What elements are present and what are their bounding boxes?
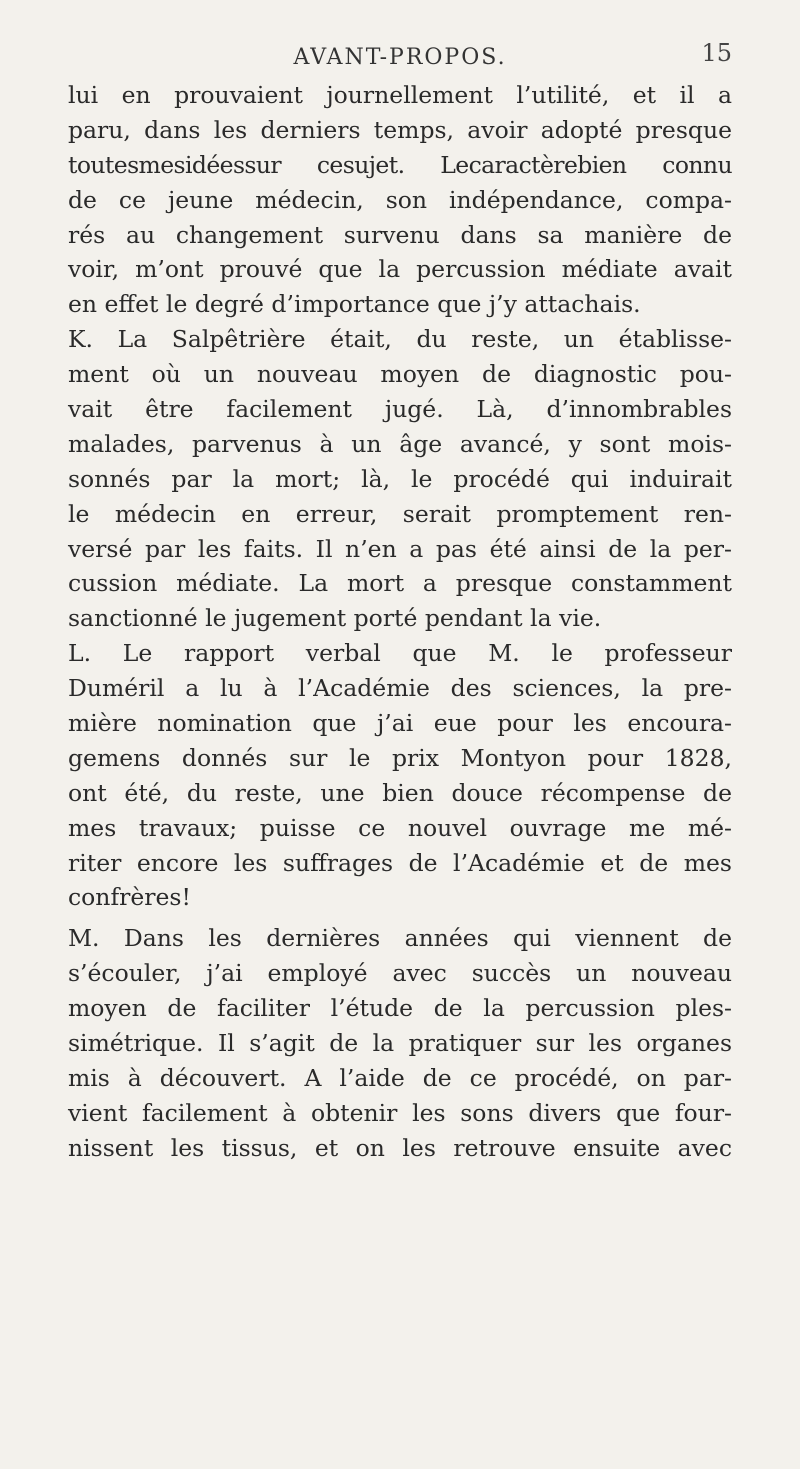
text-line: nissent les tissus, et on les retrouve ensuite avec xyxy=(68,1133,732,1162)
text-line: vient facilement à obtenir les sons divers que four- xyxy=(68,1098,732,1127)
text-line: vait être facilement jugé. Là, d’innombrables xyxy=(68,395,732,424)
running-head xyxy=(68,39,732,79)
text-line: rés au changement survenu dans sa manière de xyxy=(68,220,732,249)
paragraph-m xyxy=(68,921,732,1165)
text-line: voir, m’ont prouvé que la percussion médiate avait xyxy=(68,255,732,284)
body-text xyxy=(68,78,732,1166)
text-line: s’écouler, j’ai employé avec succès un nouveau xyxy=(68,959,732,988)
text-line: en effet le degré d’importance que j’y attachais. xyxy=(68,290,641,319)
paragraph-k xyxy=(68,322,732,636)
text-line: gemens donnés sur le prix Montyon pour 1828, xyxy=(68,743,732,772)
text-line: cussion médiate. La mort a presque constamment xyxy=(68,569,732,598)
text-line: de ce jeune médecin, son indépendance, compa- xyxy=(68,185,732,214)
text-line: Duméril a lu à l’Académie des sciences, la pre- xyxy=(68,674,732,703)
text-line: mis à découvert. A l’aide de ce procédé, on par- xyxy=(68,1063,732,1092)
paragraph-l xyxy=(68,636,732,915)
text-line: paru, dans les derniers temps, avoir adopté presque xyxy=(68,115,732,144)
text-line: K. La Salpêtrière était, du reste, un établisse- xyxy=(68,325,732,354)
text-line: sonnés par la mort; là, le procédé qui induirait xyxy=(68,464,732,493)
running-title: AVANT-PROPOS. xyxy=(293,45,507,70)
text-line: L. Le rapport verbal que M. le professeur xyxy=(68,639,732,668)
text-line: confrères! xyxy=(68,883,191,912)
text-line: toutesmesidéessur cesujet. Lecaractèrebien connu xyxy=(68,150,732,179)
text-line: le médecin en erreur, serait promptement ren- xyxy=(68,499,732,528)
text-line: ment où un nouveau moyen de diagnostic pou- xyxy=(68,360,732,389)
text-line: M. Dans les dernières années qui viennent de xyxy=(68,924,732,953)
text-line: malades, parvenus à un âge avancé, y sont mois- xyxy=(68,429,732,458)
text-line: ont été, du reste, une bien douce récompense de xyxy=(68,778,732,807)
text-line: riter encore les suffrages de l’Académie et de mes xyxy=(68,848,732,877)
text-line: sanctionné le jugement porté pendant la vie. xyxy=(68,604,602,633)
text-line: versé par les faits. Il n’en a pas été ainsi de la per- xyxy=(68,534,732,563)
text-line: simétrique. Il s’agit de la pratiquer sur les organes xyxy=(68,1029,732,1058)
text-line: lui en prouvaient journellement l’utilité, et il a xyxy=(68,81,732,109)
text-line: moyen de faciliter l’étude de la percussion ples- xyxy=(68,994,732,1023)
paragraph-1 xyxy=(68,78,732,322)
text-line: mière nomination que j’ai eue pour les encoura- xyxy=(68,709,732,738)
page-number: 15 xyxy=(701,39,732,67)
text-line: mes travaux; puisse ce nouvel ouvrage me mé- xyxy=(68,813,732,842)
